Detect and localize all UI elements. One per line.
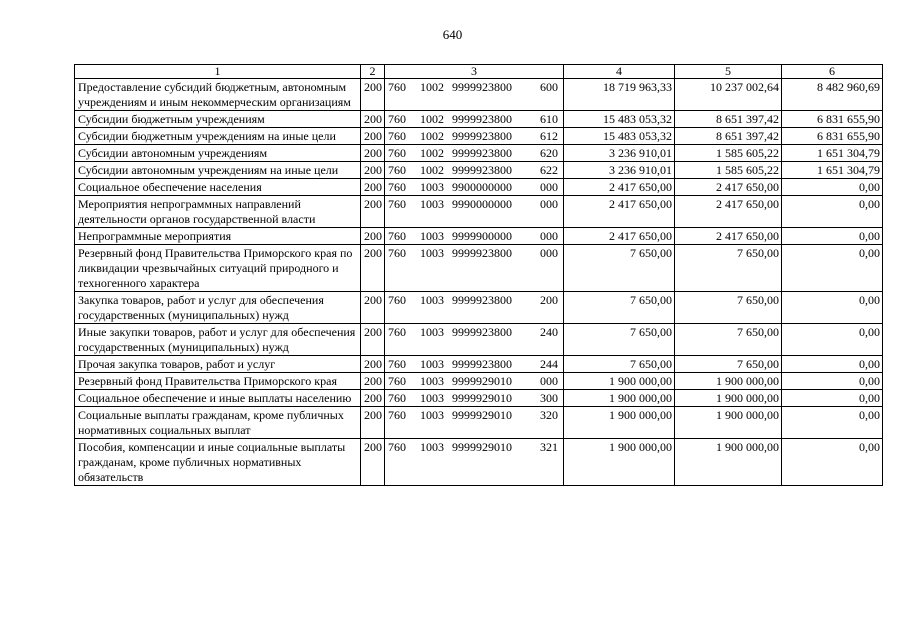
row-name: Прочая закупка товаров, работ и услуг: [75, 356, 361, 373]
code-section: 760: [388, 374, 406, 388]
code-target: 9999929010: [452, 408, 512, 422]
row-name: Социальное обеспечение населения: [75, 179, 361, 196]
row-amount-6: 0,00: [782, 439, 883, 486]
header-cell: 5: [675, 65, 782, 79]
row-col2: 200: [361, 128, 385, 145]
row-name: Субсидии бюджетным учреждениям: [75, 111, 361, 128]
code-target: 9999923800: [452, 293, 512, 307]
code-target: 9990000000: [452, 197, 512, 211]
code-target: 9999923800: [452, 146, 512, 160]
table-row: [75, 128, 883, 145]
row-amount-6: 0,00: [782, 245, 883, 292]
header-cell: 2: [361, 65, 385, 79]
row-amount-4: 2 417 650,00: [564, 196, 675, 228]
row-col2: 200: [361, 145, 385, 162]
row-name: Социальные выплаты гражданам, кроме публичных нормативных социальных выплат: [75, 407, 361, 439]
row-amount-4: 7 650,00: [564, 356, 675, 373]
row-amount-6: 0,00: [782, 356, 883, 373]
code-target: 9999923800: [452, 325, 512, 339]
table-row: [75, 324, 883, 356]
row-name: Субсидии автономным учреждениям: [75, 145, 361, 162]
code-section: 760: [388, 112, 406, 126]
row-amount-6: 1 651 304,79: [782, 145, 883, 162]
code-expense: 620: [540, 146, 558, 160]
code-target: 9900000000: [452, 180, 512, 194]
row-col2: 200: [361, 179, 385, 196]
row-amount-4: 2 417 650,00: [564, 228, 675, 245]
row-amount-6: 0,00: [782, 324, 883, 356]
row-codes: [385, 162, 564, 179]
row-amount-4: 18 719 963,33: [564, 79, 675, 111]
row-amount-5: 2 417 650,00: [675, 228, 782, 245]
table-row: [75, 245, 883, 292]
row-codes: [385, 228, 564, 245]
code-section: 760: [388, 197, 406, 211]
row-amount-5: 7 650,00: [675, 356, 782, 373]
row-codes: [385, 128, 564, 145]
page-number: 640: [442, 27, 463, 42]
code-subsection: 1003: [420, 374, 444, 388]
row-name: Резервный фонд Правительства Приморского края: [75, 373, 361, 390]
code-section: 760: [388, 246, 406, 260]
code-expense: 000: [540, 374, 558, 388]
row-col2: 200: [361, 390, 385, 407]
row-codes: [385, 439, 564, 486]
row-codes: [385, 407, 564, 439]
code-subsection: 1003: [420, 246, 444, 260]
row-amount-4: 15 483 053,32: [564, 111, 675, 128]
row-amount-6: 0,00: [782, 196, 883, 228]
code-subsection: 1003: [420, 408, 444, 422]
table-row: [75, 111, 883, 128]
row-amount-4: 1 900 000,00: [564, 390, 675, 407]
row-amount-6: 0,00: [782, 292, 883, 324]
row-codes: [385, 245, 564, 292]
row-amount-5: 7 650,00: [675, 292, 782, 324]
code-subsection: 1002: [420, 146, 444, 160]
row-amount-6: 8 482 960,69: [782, 79, 883, 111]
row-codes: [385, 196, 564, 228]
table-row: [75, 292, 883, 324]
code-section: 760: [388, 357, 406, 371]
code-target: 9999929010: [452, 440, 512, 454]
row-amount-4: 7 650,00: [564, 292, 675, 324]
row-name: Мероприятия непрограммных направлений деятельности органов государственной власти: [75, 196, 361, 228]
code-expense: 240: [540, 325, 558, 339]
row-col2: 200: [361, 373, 385, 390]
row-amount-4: 3 236 910,01: [564, 145, 675, 162]
row-amount-4: 7 650,00: [564, 324, 675, 356]
row-amount-6: 0,00: [782, 407, 883, 439]
code-expense: 000: [540, 180, 558, 194]
header-cell: 6: [782, 65, 883, 79]
row-amount-5: 2 417 650,00: [675, 196, 782, 228]
row-col2: 200: [361, 111, 385, 128]
code-subsection: 1002: [420, 80, 444, 94]
row-col2: 200: [361, 228, 385, 245]
code-expense: 612: [540, 129, 558, 143]
row-amount-6: 6 831 655,90: [782, 128, 883, 145]
table-row: [75, 196, 883, 228]
row-codes: [385, 79, 564, 111]
code-target: 9999923800: [452, 357, 512, 371]
code-expense: 610: [540, 112, 558, 126]
code-target: 9999923800: [452, 129, 512, 143]
code-subsection: 1003: [420, 357, 444, 371]
code-subsection: 1002: [420, 163, 444, 177]
row-col2: 200: [361, 324, 385, 356]
table-row: [75, 407, 883, 439]
budget-table: [74, 64, 883, 486]
row-col2: 200: [361, 356, 385, 373]
code-expense: 320: [540, 408, 558, 422]
code-target: 9999923800: [452, 112, 512, 126]
row-amount-5: 1 585 605,22: [675, 162, 782, 179]
row-amount-6: 0,00: [782, 390, 883, 407]
row-amount-6: 0,00: [782, 373, 883, 390]
row-name: Непрограммные мероприятия: [75, 228, 361, 245]
code-section: 760: [388, 440, 406, 454]
code-expense: 000: [540, 229, 558, 243]
code-section: 760: [388, 129, 406, 143]
table-row: [75, 179, 883, 196]
row-amount-5: 2 417 650,00: [675, 179, 782, 196]
row-col2: 200: [361, 407, 385, 439]
code-section: 760: [388, 293, 406, 307]
row-col2: 200: [361, 439, 385, 486]
row-name: Предоставление субсидий бюджетным, автономным учреждениям и иным некоммерческим организациям: [75, 79, 361, 111]
code-subsection: 1002: [420, 112, 444, 126]
header-cell: 3: [385, 65, 564, 79]
row-amount-5: 8 651 397,42: [675, 111, 782, 128]
code-target: 9999923800: [452, 80, 512, 94]
row-codes: [385, 373, 564, 390]
row-codes: [385, 390, 564, 407]
code-section: 760: [388, 180, 406, 194]
code-section: 760: [388, 163, 406, 177]
row-name: Пособия, компенсации и иные социальные выплаты гражданам, кроме публичных нормативных обязательств: [75, 439, 361, 486]
header-cell: 4: [564, 65, 675, 79]
row-amount-6: 0,00: [782, 228, 883, 245]
row-codes: [385, 324, 564, 356]
code-section: 760: [388, 408, 406, 422]
code-subsection: 1003: [420, 325, 444, 339]
code-target: 9999929010: [452, 374, 512, 388]
row-amount-6: 6 831 655,90: [782, 111, 883, 128]
table-row: [75, 228, 883, 245]
row-name: Социальное обеспечение и иные выплаты населению: [75, 390, 361, 407]
table-row: [75, 390, 883, 407]
row-amount-5: 7 650,00: [675, 324, 782, 356]
code-expense: 321: [540, 440, 558, 454]
code-expense: 244: [540, 357, 558, 371]
code-expense: 600: [540, 80, 558, 94]
row-amount-6: 0,00: [782, 179, 883, 196]
row-codes: [385, 179, 564, 196]
row-codes: [385, 111, 564, 128]
row-name: Закупка товаров, работ и услуг для обеспечения государственных (муниципальных) нужд: [75, 292, 361, 324]
table-row: [75, 162, 883, 179]
row-codes: [385, 292, 564, 324]
code-section: 760: [388, 229, 406, 243]
code-section: 760: [388, 146, 406, 160]
row-col2: 200: [361, 245, 385, 292]
row-amount-5: 7 650,00: [675, 245, 782, 292]
code-subsection: 1003: [420, 229, 444, 243]
table-row: [75, 145, 883, 162]
code-expense: 300: [540, 391, 558, 405]
code-expense: 000: [540, 197, 558, 211]
row-col2: 200: [361, 292, 385, 324]
row-amount-5: 10 237 002,64: [675, 79, 782, 111]
code-target: 9999923800: [452, 163, 512, 177]
code-target: 9999923800: [452, 246, 512, 260]
code-subsection: 1003: [420, 293, 444, 307]
row-name: Субсидии бюджетным учреждениям на иные цели: [75, 128, 361, 145]
code-subsection: 1003: [420, 391, 444, 405]
code-target: 9999900000: [452, 229, 512, 243]
row-name: Резервный фонд Правительства Приморского края по ликвидации чрезвычайных ситуаций природного и техногенного характера: [75, 245, 361, 292]
code-section: 760: [388, 325, 406, 339]
code-expense: 000: [540, 246, 558, 260]
code-expense: 622: [540, 163, 558, 177]
row-amount-5: 1 900 000,00: [675, 390, 782, 407]
row-col2: 200: [361, 162, 385, 179]
row-amount-4: 15 483 053,32: [564, 128, 675, 145]
row-name: Субсидии автономным учреждениям на иные цели: [75, 162, 361, 179]
row-amount-5: 8 651 397,42: [675, 128, 782, 145]
row-name: Иные закупки товаров, работ и услуг для обеспечения государственных (муниципальных) нужд: [75, 324, 361, 356]
header-row: [75, 65, 883, 79]
code-target: 9999929010: [452, 391, 512, 405]
code-subsection: 1002: [420, 129, 444, 143]
row-amount-6: 1 651 304,79: [782, 162, 883, 179]
code-expense: 200: [540, 293, 558, 307]
row-amount-4: 7 650,00: [564, 245, 675, 292]
row-amount-5: 1 900 000,00: [675, 373, 782, 390]
table-row: [75, 356, 883, 373]
row-amount-5: 1 900 000,00: [675, 407, 782, 439]
header-cell: 1: [75, 65, 361, 79]
table-row: [75, 373, 883, 390]
row-amount-5: 1 585 605,22: [675, 145, 782, 162]
table-row: [75, 439, 883, 486]
code-subsection: 1003: [420, 197, 444, 211]
code-subsection: 1003: [420, 440, 444, 454]
row-amount-4: 2 417 650,00: [564, 179, 675, 196]
row-codes: [385, 145, 564, 162]
row-amount-4: 1 900 000,00: [564, 439, 675, 486]
row-amount-4: 1 900 000,00: [564, 407, 675, 439]
row-amount-5: 1 900 000,00: [675, 439, 782, 486]
table-row: [75, 79, 883, 111]
row-amount-4: 3 236 910,01: [564, 162, 675, 179]
row-amount-4: 1 900 000,00: [564, 373, 675, 390]
row-col2: 200: [361, 79, 385, 111]
code-subsection: 1003: [420, 180, 444, 194]
row-col2: 200: [361, 196, 385, 228]
code-section: 760: [388, 391, 406, 405]
row-codes: [385, 356, 564, 373]
code-section: 760: [388, 80, 406, 94]
